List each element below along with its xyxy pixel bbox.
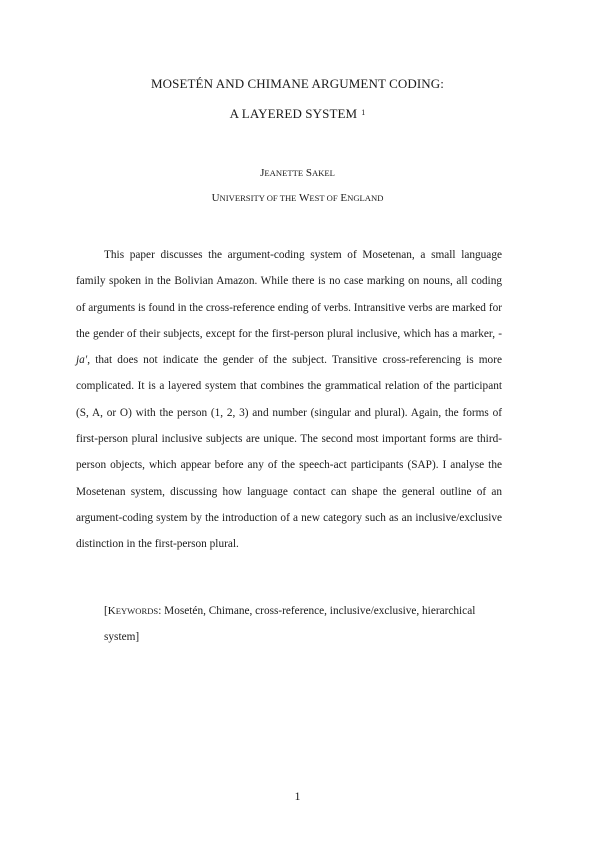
paper-title-line-2-text: A LAYERED SYSTEM [229, 106, 358, 121]
author-affiliation: UNIVERSITY OF THE WEST OF ENGLAND [211, 192, 384, 204]
author-name: JEANETTE SAKEL [260, 167, 335, 179]
footnote-marker[interactable]: 1 [361, 108, 366, 117]
page-number: 1 [294, 789, 301, 803]
abstract-paragraph: This paper discusses the argument-coding system of Mosetenan, a small language family spoken in the Bolivian Amazon. While there is no case marking on nouns, all coding of arguments is found in the cross-reference ending of verbs. Intransitive verbs are marked for the gender of their subjects, except for the first-person plural inclusive, which has a marker, -ja', that does not indicate the gender of the subject. Transitive cross-referencing is more complicated. It is a layered system that combines the grammatical relation of the participant (S, A, or O) with the person (1, 2, 3) and number (singular and plural). Again, the forms of first-person plural inclusive subjects are unique. The second most important forms are third-person objects, which appear before any of the speech-act participants (SAP). I analyse the Mosetenan system, discussing how language contact can shape the general outline of an argument-coding system by the introduction of a new category such as an inclusive/exclusive distinction in the first-person plural. [76, 249, 502, 551]
marker-ja: -ja' [76, 327, 502, 367]
keywords-line: [KEYWORDS: Mosetén, Chimane, cross-reference, inclusive/exclusive, hierarchical system] [104, 605, 476, 644]
paper-title-line-2 [0, 106, 595, 122]
paper-title-line-1: MOSETÉN AND CHIMANE ARGUMENT CODING: [151, 76, 444, 91]
